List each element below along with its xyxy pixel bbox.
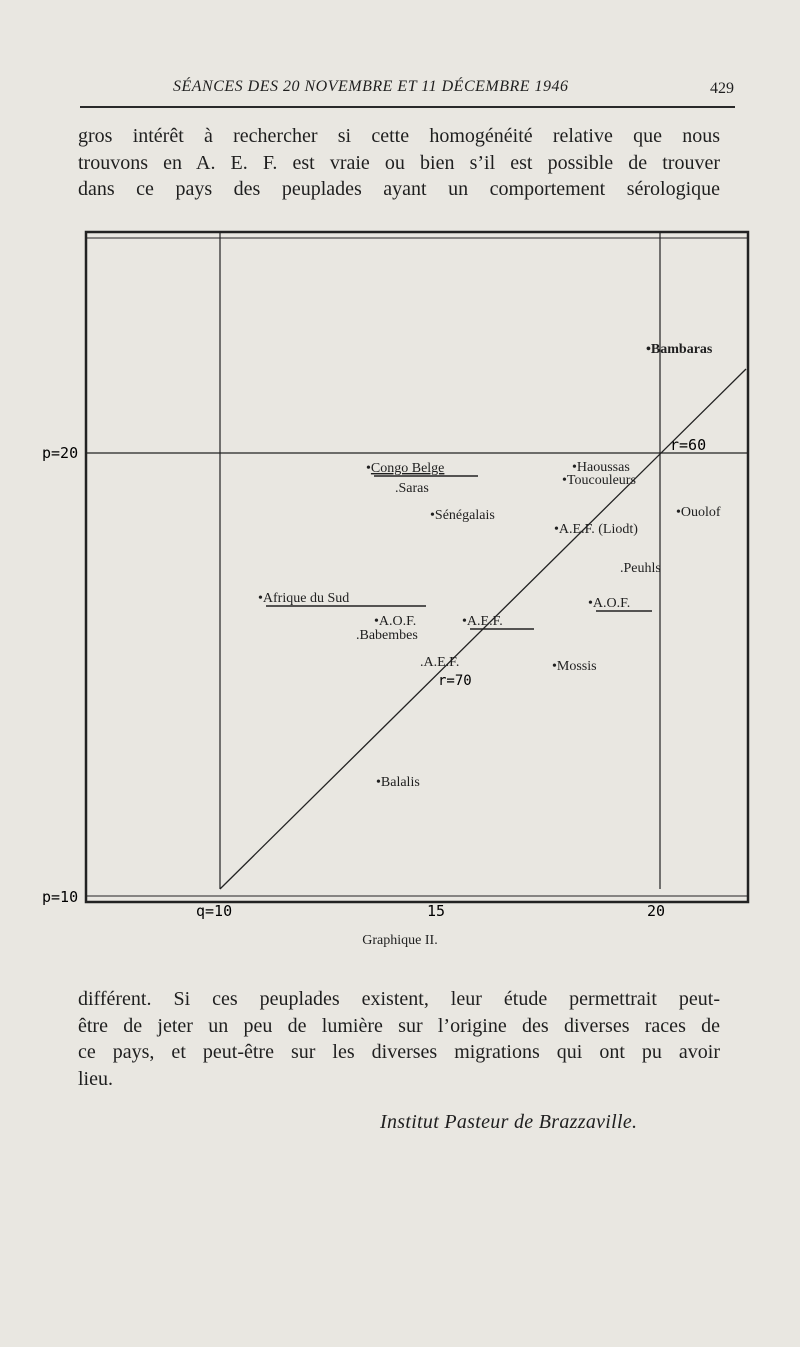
point-label-aef-liodt: •A.E.F. (Liodt) xyxy=(554,522,638,537)
x-label-origin: q=10 xyxy=(196,902,233,920)
page-number: 429 xyxy=(710,80,734,97)
point-label-saras: .Saras xyxy=(395,481,429,496)
paragraph-line: être de jeter un peu de lumière sur l’origine des diverses races de xyxy=(78,1014,720,1037)
y-label-bottom: p=10 xyxy=(42,888,79,906)
point-label-bambaras: •Bambaras xyxy=(646,342,713,357)
paragraph-line: trouvons en A. E. F. est vraie ou bien s’il est possible de trouver xyxy=(78,151,720,174)
point-label-ouolof: •Ouolof xyxy=(676,505,721,520)
x-tick-15: 15 xyxy=(427,902,446,920)
point-labels xyxy=(258,342,721,790)
signature: Institut Pasteur de Brazzaville. xyxy=(380,1111,638,1133)
x-tick-20: 20 xyxy=(647,902,666,920)
point-label-peuhls: .Peuhls xyxy=(620,561,661,576)
paragraph-line: dans ce pays des peuplades ayant un comportement sérologique xyxy=(78,178,720,200)
point-label-balalis: •Balalis xyxy=(376,775,420,790)
point-label-aof-right: •A.O.F. xyxy=(588,596,631,611)
header-rule xyxy=(80,106,735,108)
running-header xyxy=(78,76,734,106)
point-label-aef-underlined: •A.E.F. xyxy=(462,614,503,629)
point-label-babembes: .Babembes xyxy=(356,628,418,643)
paragraph-line: lieu. xyxy=(78,1067,113,1090)
y-label-top: p=20 xyxy=(42,444,79,462)
figure-caption: Graphique II. xyxy=(362,933,438,948)
point-label-toucouleurs: •Toucouleurs xyxy=(562,473,636,488)
line-label-lower: r=70 xyxy=(438,673,472,689)
line-label-upper: r=60 xyxy=(670,436,707,454)
point-label-haoussas: •Haoussas xyxy=(572,460,630,475)
graphique-ii-figure xyxy=(40,226,760,926)
header-title: SÉANCES DES 20 NOVEMBRE ET 11 DÉCEMBRE 1946 xyxy=(173,78,569,95)
point-label-mossis: •Mossis xyxy=(552,659,597,674)
point-label-aof: •A.O.F. xyxy=(374,614,417,629)
point-label-afrique-du-sud: •Afrique du Sud xyxy=(258,591,350,606)
paragraph-bottom xyxy=(78,986,720,1092)
point-label-senegalais: •Sénégalais xyxy=(430,508,495,523)
paragraph-top xyxy=(78,123,720,203)
paragraph-line: gros intérêt à rechercher si cette homogénéité relative que nous xyxy=(78,125,720,147)
point-label-congo-belge: •Congo Belge xyxy=(366,461,445,476)
paragraph-line: différent. Si ces peuplades existent, leur étude permettrait peut- xyxy=(78,988,720,1010)
paragraph-line: ce pays, et peut-être sur les diverses migrations qui ont pu avoir xyxy=(78,1041,720,1063)
point-label-aef: .A.E.F. xyxy=(420,655,460,670)
